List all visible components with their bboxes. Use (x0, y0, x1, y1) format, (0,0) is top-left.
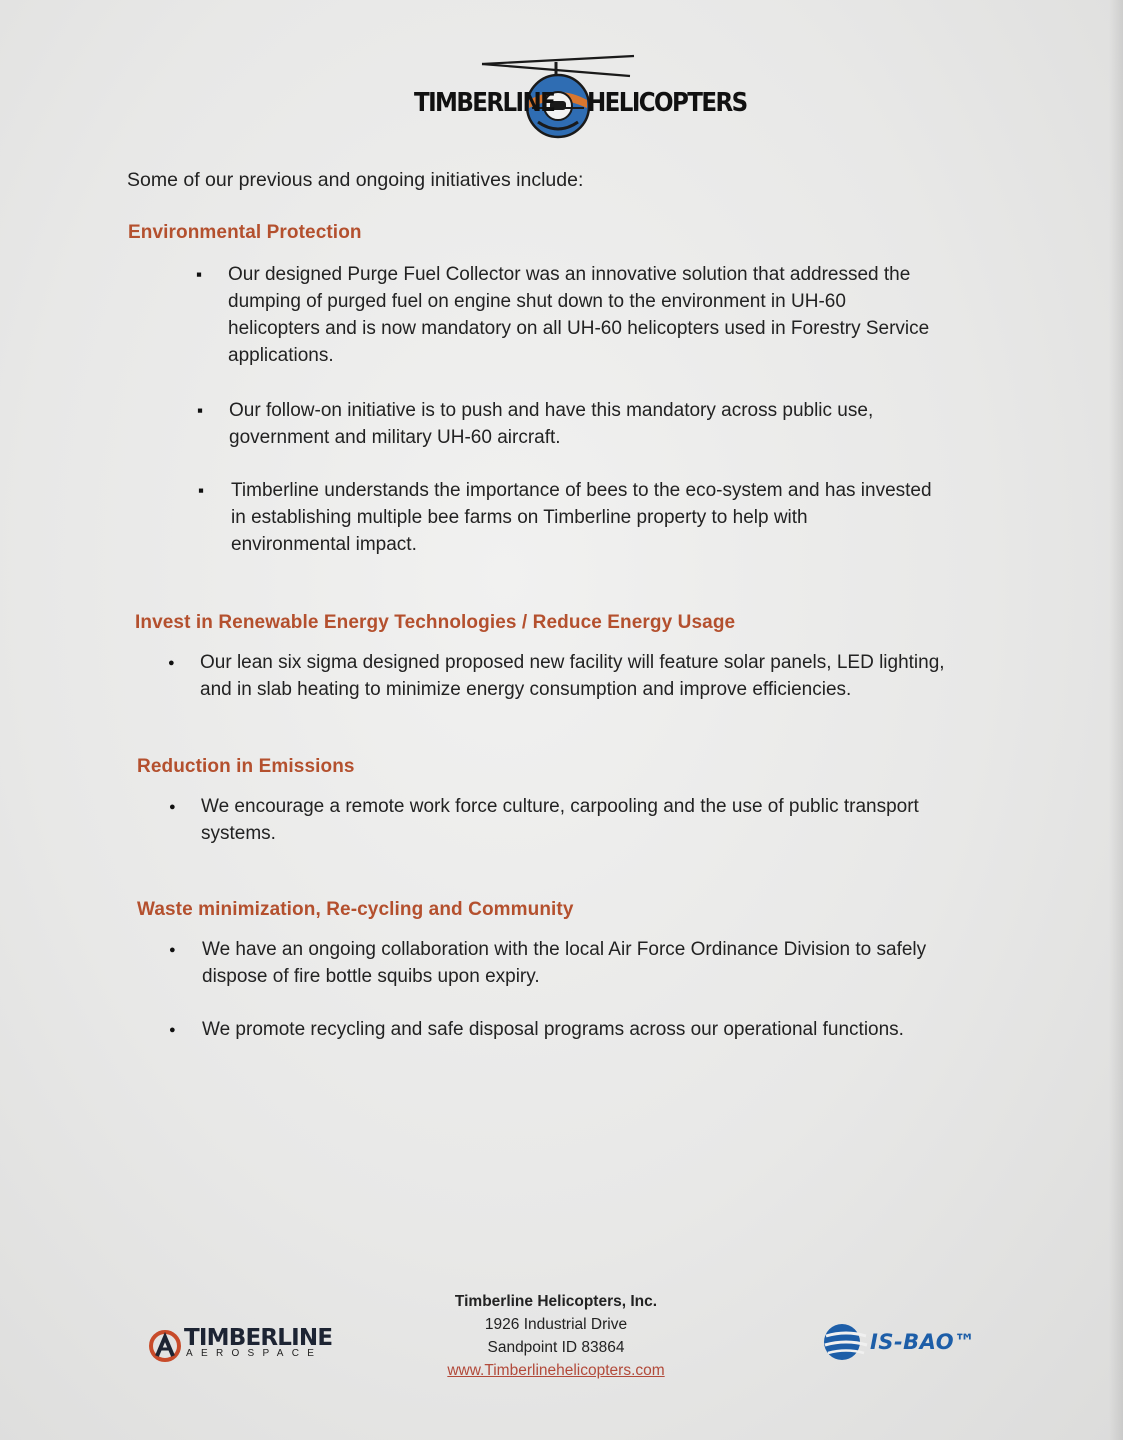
square-bullet-icon: ▪ (196, 265, 203, 284)
section-heading-renewable-energy: Invest in Renewable Energy Technologies / Reduce Energy Usage (135, 612, 736, 633)
bullet-line: in establishing multiple bee farms on Timberline property to help with (231, 507, 808, 528)
bullet-line: systems. (201, 823, 276, 844)
square-bullet-icon: ▪ (197, 401, 204, 420)
bullet-line: environmental impact. (231, 534, 417, 555)
bullet-line: We promote recycling and safe disposal programs across our operational functions. (202, 1019, 904, 1040)
footer-company-name: Timberline Helicopters, Inc. (454, 1293, 658, 1310)
list-item (196, 261, 996, 371)
footer-address-block (400, 1290, 712, 1382)
intro-text: Some of our previous and ongoing initiatives include: (127, 169, 584, 191)
list-item (197, 397, 997, 453)
footer-address-line1: 1926 Industrial Drive (484, 1316, 628, 1333)
footer-website-link[interactable]: www.Timberlinehelicopters.com (447, 1362, 665, 1379)
timberline-aerospace-logo (148, 1325, 333, 1365)
square-bullet-icon: ▪ (198, 481, 205, 500)
bullet-line: Our lean six sigma designed proposed new facility will feature solar panels, LED lighting, (200, 652, 945, 673)
timberline-aerospace-emblem-icon (148, 1329, 182, 1363)
isbao-globe-icon (822, 1320, 868, 1366)
bullet-line: Our designed Purge Fuel Collector was an innovative solution that addressed the (228, 264, 911, 285)
round-bullet-icon: ● (169, 944, 176, 956)
bullet-line: helicopters and is now mandatory on all UH-60 helicopters used in Forestry Service (228, 318, 930, 339)
list-item (169, 936, 999, 992)
round-bullet-icon: ● (169, 1024, 176, 1036)
bullet-line: and in slab heating to minimize energy consumption and improve efficiencies. (200, 679, 852, 700)
section-heading-environmental-protection: Environmental Protection (128, 222, 362, 243)
footer-logo-sub: AEROSPACE (186, 1348, 323, 1359)
bullet-line: dumping of purged fuel on engine shut down to the environment in UH-60 (228, 291, 846, 312)
round-bullet-icon: ● (169, 801, 176, 813)
footer-address-line2: Sandpoint ID 83864 (487, 1339, 625, 1356)
round-bullet-icon: ● (168, 657, 175, 669)
bullet-line: We have an ongoing collaboration with the local Air Force Ordinance Division to safely (202, 939, 927, 960)
logo-text-helicopters: HELICOPTERS (587, 88, 747, 118)
bullet-line: applications. (228, 345, 334, 366)
isbao-logo (822, 1320, 982, 1370)
logo-text-timberline: TIMBERLINE (414, 88, 555, 118)
footer-logo-brand: TIMBERLINE (184, 1325, 333, 1351)
bullet-line: government and military UH-60 aircraft. (229, 427, 561, 448)
header-logo (412, 52, 747, 142)
section-heading-waste-minimization: Waste minimization, Re-cycling and Community (137, 899, 574, 920)
section-heading-reduction-in-emissions: Reduction in Emissions (137, 756, 355, 777)
bullet-line: dispose of fire bottle squibs upon expiry. (202, 966, 540, 987)
paper-edge-shadow (1109, 0, 1123, 1440)
list-item (169, 1016, 999, 1046)
list-item (168, 649, 998, 705)
isbao-wordmark: IS-BAO™ (870, 1330, 976, 1354)
bullet-line: We encourage a remote work force culture, carpooling and the use of public transport (201, 796, 919, 817)
bullet-line: Our follow-on initiative is to push and have this mandatory across public use, (229, 400, 874, 421)
list-item (169, 793, 999, 849)
bullet-line: Timberline understands the importance of bees to the eco-system and has invested (231, 480, 932, 501)
list-item (198, 477, 998, 559)
